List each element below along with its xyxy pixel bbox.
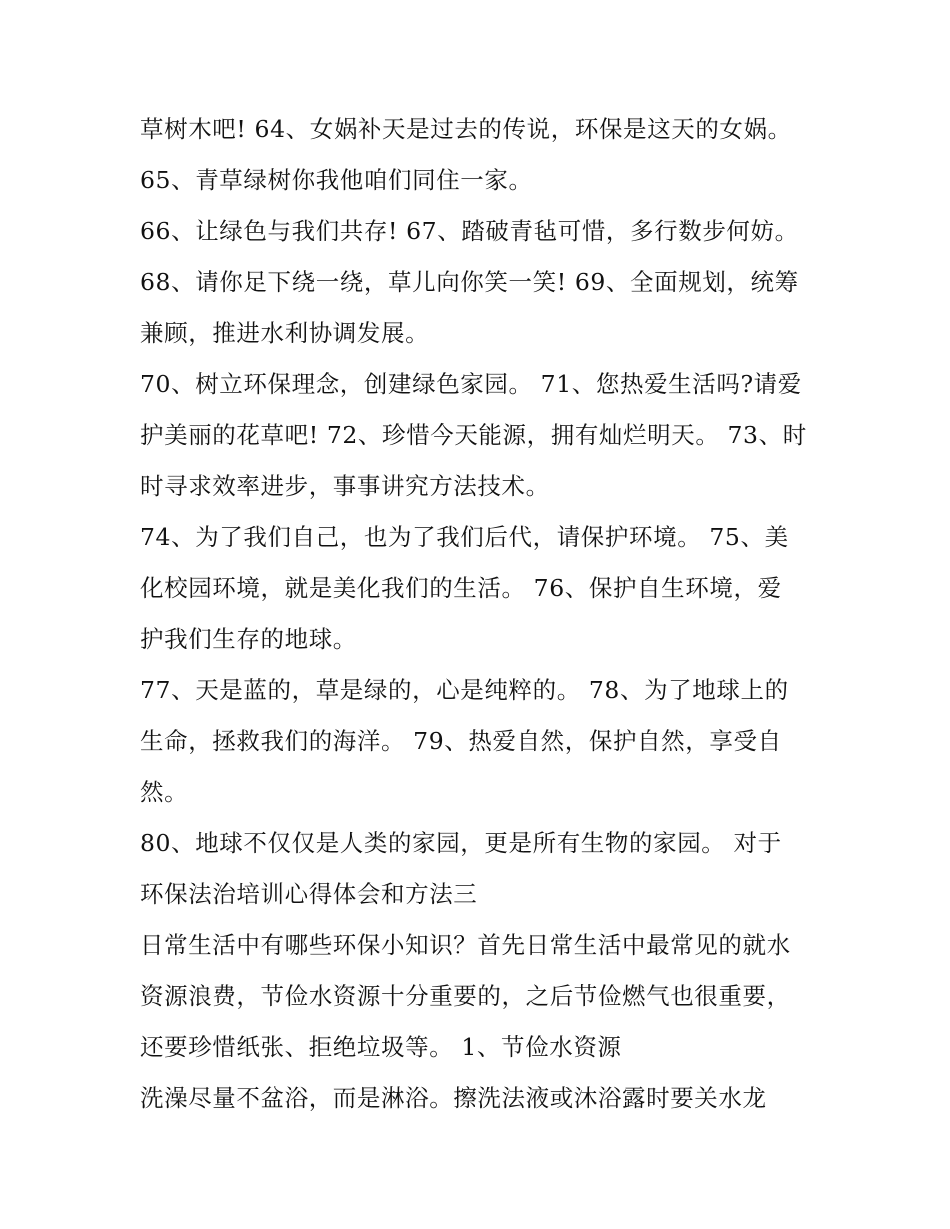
text-line: 化校园环境，就是美化我们的生活。 76、保护自生环境，爱: [140, 574, 782, 602]
text-line: 74、为了我们自己，也为了我们后代，请保护环境。 75、美: [140, 523, 789, 551]
text-line: 66、让绿色与我们共存! 67、踏破青毡可惜，多行数步何妨。: [140, 217, 799, 245]
document-body: [140, 104, 830, 1124]
text-line: 资源浪费，节俭水资源十分重要的，之后节俭燃气也很重要，: [140, 982, 791, 1010]
text-line: 洗澡尽量不盆浴，而是淋浴。擦洗法液或沐浴露时要关水龙: [140, 1084, 767, 1112]
text-line: 然。: [140, 778, 189, 806]
text-line: 还要珍惜纸张、拒绝垃圾等。 1、节俭水资源: [140, 1033, 622, 1061]
text-line: 70、树立环保理念，创建绿色家园。 71、您热爱生活吗?请爱: [140, 370, 802, 398]
text-line: 80、地球不仅仅是人类的家园，更是所有生物的家园。 对于: [140, 829, 782, 857]
text-line: 时寻求效率进步，事事讲究方法技术。: [140, 472, 550, 500]
text-line: 77、天是蓝的，草是绿的，心是纯粹的。 78、为了地球上的: [140, 676, 789, 704]
text-line: 日常生活中有哪些环保小知识？首先日常生活中最常见的就水: [140, 931, 791, 959]
text-line: 护我们生存的地球。: [140, 625, 357, 653]
text-line: 兼顾，推进水利协调发展。: [140, 319, 430, 347]
text-line: 65、青草绿树你我他咱们同住一家。: [140, 166, 533, 194]
text-line: 草树木吧! 64、女娲补天是过去的传说，环保是这天的女娲。: [140, 115, 792, 143]
section-heading-line: 环保法治培训心得体会和方法三: [140, 880, 478, 908]
text-line: 68、请你足下绕一绕，草儿向你笑一笑! 69、全面规划，统筹: [140, 268, 799, 296]
text-line: 护美丽的花草吧! 72、珍惜今天能源，拥有灿烂明天。 73、时: [140, 421, 807, 449]
text-line: 生命，拯救我们的海洋。 79、热爱自然，保护自然，享受自: [140, 727, 782, 755]
